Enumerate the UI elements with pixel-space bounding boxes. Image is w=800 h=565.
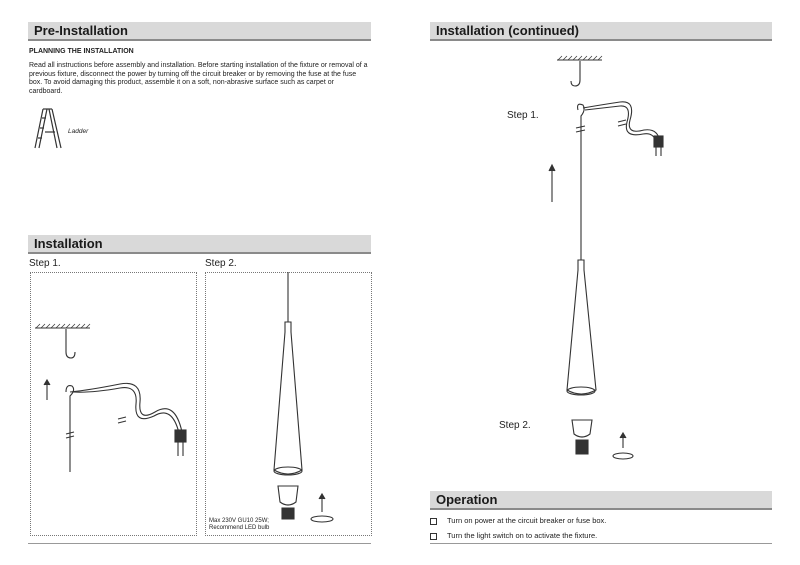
left-bottom-rule — [28, 543, 371, 544]
left-step1-label: Step 1. — [29, 258, 61, 269]
ladder-icon — [33, 108, 65, 150]
bulb-note-line1: Max 230V GU10 25W; — [209, 518, 269, 524]
installation-continued-header — [430, 22, 772, 41]
operation-item-2 — [430, 531, 597, 540]
planning-body-text: Read all instructions before assembly and installation. Before starting installation of the fixture or removal of a previous fixture, disconnect the power by turning off the circuit breaker or by removing the fuse at the fuse box. To avoid damaging this product, assemble it on a soft, non-abrasive surface such as carpet or cardboard. — [29, 62, 368, 95]
checkbox-icon — [430, 518, 437, 525]
right-step1-label: Step 1. — [507, 110, 539, 121]
right-step2-label: Step 2. — [499, 420, 531, 431]
operation-item-1 — [430, 516, 606, 525]
operation-header — [430, 491, 772, 510]
operation-item-2-text: Turn the light switch on to activate the fixture. — [447, 531, 598, 540]
pendant-hanging-diagram — [540, 50, 670, 470]
ladder-label: Ladder — [68, 128, 89, 135]
hook-wiring-diagram — [30, 272, 196, 535]
right-bottom-rule — [430, 543, 772, 544]
operation-title: Operation — [436, 492, 498, 507]
pendant-lamp-diagram — [205, 272, 371, 535]
installation-title: Installation — [34, 236, 103, 251]
bulb-note — [209, 518, 269, 532]
installation-continued-title: Installation (continued) — [436, 23, 579, 38]
bulb-note-line2: Recommend LED bulb — [209, 525, 270, 531]
left-step2-label: Step 2. — [205, 258, 237, 269]
installation-header — [28, 235, 371, 254]
operation-item-1-text: Turn on power at the circuit breaker or fuse box. — [447, 516, 607, 525]
pre-installation-header — [28, 22, 371, 41]
planning-subtitle: PLANNING THE INSTALLATION — [29, 48, 134, 55]
checkbox-icon — [430, 533, 437, 540]
pre-installation-title: Pre-Installation — [34, 23, 128, 38]
